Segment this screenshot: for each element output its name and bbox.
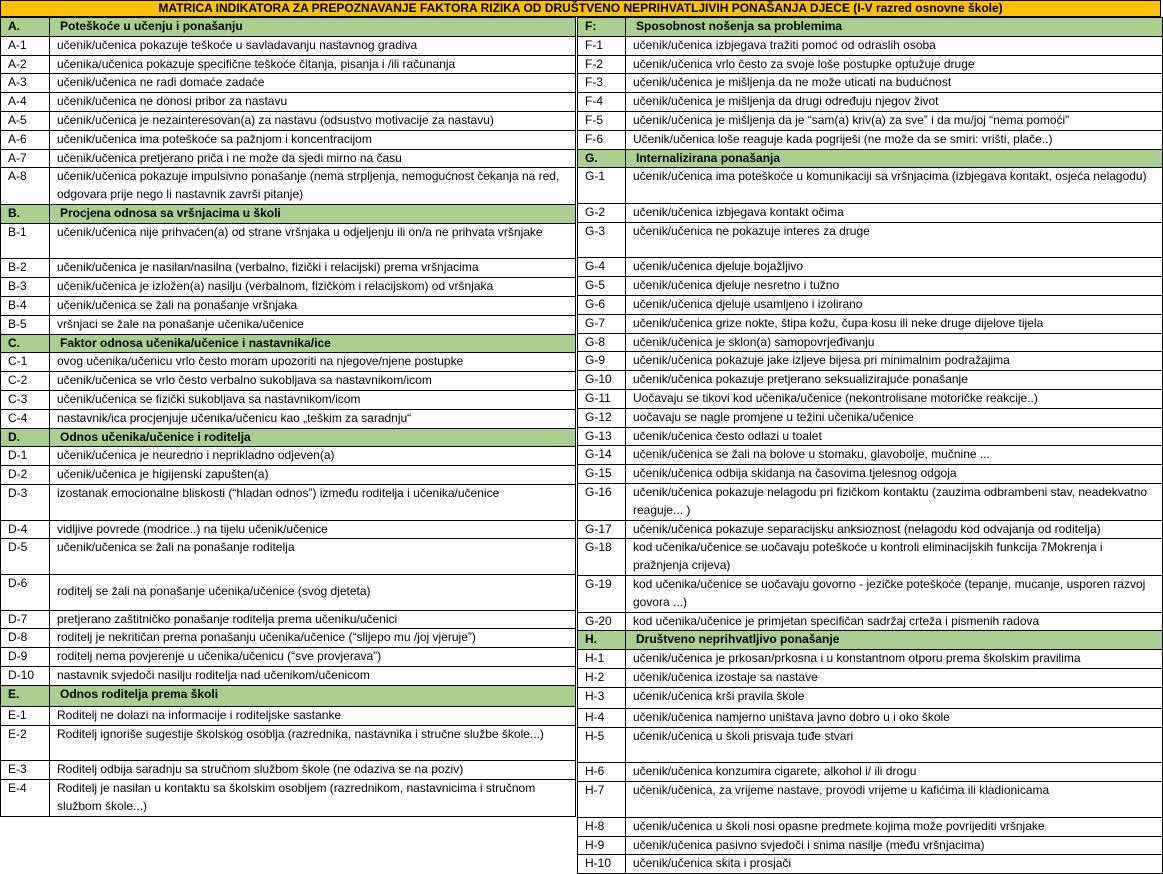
indicator-code: D-4: [1, 520, 50, 539]
indicator-code: G-12: [578, 408, 626, 427]
indicator-row: [578, 111, 1163, 130]
indicator-code: D-8: [1, 629, 50, 648]
indicator-code: F:: [578, 18, 626, 37]
indicator-text: roditelj se žali na ponašanje učenika/učenice (svog djeteta): [50, 574, 576, 610]
indicator-text: učenik/učenica pokazuje impulsivno ponašanje (nema strpljenja, nemogućnost čekanja na red, odgovara prije nego li nastavnik završi pitanje): [50, 168, 576, 205]
indicator-row: [1, 707, 576, 726]
indicator-row: [1, 725, 576, 761]
indicator-text: pretjerano zaštitničko ponašanje roditelja prema učeniku/učenici: [50, 610, 576, 629]
indicator-table-right: [577, 17, 1163, 874]
indicator-row: [578, 333, 1163, 352]
indicator-code: G.: [578, 149, 626, 168]
indicator-row: [1, 149, 576, 168]
indicator-text: kod učenika/učenice se uočavaju poteškoće u kontroli eliminacijskih funkcija 7Mokrenja i pražnjenja crijeva): [626, 539, 1163, 576]
indicator-code: G-1: [578, 168, 626, 204]
indicator-code: H-7: [578, 782, 626, 818]
indicator-text: Učenik/učenica loše reaguje kada pogriješi (ne može da se smiri: vrišti, plače..): [626, 130, 1163, 149]
indicator-text: učenik/učenica izbjegava kontakt očima: [626, 203, 1163, 222]
indicator-code: G-4: [578, 258, 626, 277]
indicator-code: F-3: [578, 74, 626, 93]
indicator-code: A-1: [1, 36, 50, 55]
indicator-text: učenik/učenica krši pravila škole: [626, 687, 1163, 708]
indicator-code: H-6: [578, 763, 626, 782]
indicator-row: [1, 484, 576, 520]
indicator-code: G-14: [578, 446, 626, 465]
indicator-row: [1, 466, 576, 485]
indicator-text: učenik/učenica u školi prisvaja tuđe stvari: [626, 727, 1163, 763]
section-title: Procjena odnosa sa vršnjacima u školi: [50, 204, 576, 223]
indicator-text: učenik/učenica pokazuje jake izljeve bijesa pri minimalnim podražajima: [626, 352, 1163, 371]
section-title: Poteškoće u učenju i ponašanju: [50, 18, 576, 37]
indicator-text: učenik/učenica je higijenski zapušten(a): [50, 466, 576, 485]
indicator-row: [1, 278, 576, 297]
indicator-code: G-3: [578, 222, 626, 258]
indicator-code: H-4: [578, 709, 626, 728]
indicator-code: B-4: [1, 296, 50, 315]
indicator-row: [578, 277, 1163, 296]
section-header-row: [1, 18, 576, 37]
indicator-text: učenik/učenica nije prihvaćen(a) od strane vršnjaka u odjeljenju ili on/a ne prihvata vršnjake: [50, 223, 576, 259]
indicator-text: učenik/učenica ne donosi pribor za nastavu: [50, 93, 576, 112]
indicator-row: [1, 520, 576, 539]
indicator-code: B-2: [1, 259, 50, 278]
indicator-row: [1, 259, 576, 278]
indicator-text: učenik/učenica pokazuje nelagodu pri fizičkom kontaktu (zauzima odbrambeni stav, neadekvatno reaguje... ): [626, 483, 1163, 520]
indicator-text: učenik/učenica se žali na ponašanje vršnjaka: [50, 296, 576, 315]
indicator-row: [1, 372, 576, 391]
section-title: Odnos učenika/učenice i roditelja: [50, 428, 576, 447]
indicator-text: učenik/učenica konzumira cigarete, alkohol i/ ili drogu: [626, 763, 1163, 782]
indicator-row: [578, 93, 1163, 112]
indicator-code: A-6: [1, 130, 50, 149]
indicator-text: učenik/učenica djeluje nesretno i tužno: [626, 277, 1163, 296]
indicator-row: [578, 389, 1163, 408]
indicator-code: D-6: [1, 574, 50, 610]
section-header-row: [1, 204, 576, 223]
indicator-text: kod učenika/učenice je primjetan specifičan sadržaj crteža i pismenih radova: [626, 612, 1163, 631]
indicator-row: [578, 314, 1163, 333]
indicator-row: [578, 222, 1163, 258]
indicator-code: G-19: [578, 575, 626, 612]
indicator-row: [578, 446, 1163, 465]
indicator-row: [1, 574, 576, 610]
indicator-row: [578, 130, 1163, 149]
indicator-row: [578, 352, 1163, 371]
indicator-row: [578, 855, 1163, 874]
indicator-text: učenik/učenica je sklon(a) samopovrjeđivanju: [626, 333, 1163, 352]
indicator-text: Roditelj ignoriše sugestije školskog osoblja (razrednika, nastavnika i stručne službe škole...): [50, 725, 576, 761]
indicator-row: [1, 629, 576, 648]
indicator-code: G-6: [578, 295, 626, 314]
page-title: MATRICA INDIKATORA ZA PREPOZNAVANJE FAKTORA RIZIKA OD DRUŠTVENO NEPRIHVATLJIVIH PONAŠANJA DJECE (I-V razred osnovne škole): [0, 0, 1161, 17]
indicator-code: F-6: [578, 130, 626, 149]
indicator-row: [1, 315, 576, 334]
indicator-text: učenik/učenica djeluje usamljeno i izolirano: [626, 295, 1163, 314]
indicator-text: učenik/učenica pokazuje teškoće u savladavanju nastavnog gradiva: [50, 36, 576, 55]
indicator-text: učenik/učenica ne pokazuje interes za druge: [626, 222, 1163, 258]
indicator-code: B.: [1, 204, 50, 223]
indicator-row: [1, 36, 576, 55]
section-title: Internalizirana ponašanja: [626, 149, 1163, 168]
section-header-row: [578, 18, 1163, 37]
indicator-text: učenik/učenica pokazuje pretjerano seksualizirajuće ponašanje: [626, 371, 1163, 390]
indicator-code: E-4: [1, 780, 50, 817]
indicator-row: [578, 709, 1163, 728]
indicator-row: [1, 353, 576, 372]
indicator-text: učenik/učenica se fizički sukobljava sa nastavnikom/icom: [50, 390, 576, 409]
indicator-text: učenik/učenica vrlo često za svoje loše postupke optužuje druge: [626, 55, 1163, 74]
indicator-code: H-8: [578, 817, 626, 836]
indicator-text: roditelj nema povjerenje u učenika/učenicu (“sve provjerava”): [50, 648, 576, 667]
indicator-row: [578, 371, 1163, 390]
section-header-row: [1, 685, 576, 706]
indicator-text: učenik/učenica je mišljenja da ne može uticati na budućnost: [626, 74, 1163, 93]
indicator-row: [1, 610, 576, 629]
indicator-text: učenik/učenica je mišljenja da je “sam(a) kriv(a) za sve” i da mu/joj “nema pomoći”: [626, 111, 1163, 130]
indicator-text: učenik/učenica namjerno uništava javno dobro u i oko škole: [626, 709, 1163, 728]
indicator-row: [1, 409, 576, 428]
indicator-row: [578, 465, 1163, 484]
indicator-code: H-10: [578, 855, 626, 874]
indicator-code: A-8: [1, 168, 50, 205]
indicator-code: C-4: [1, 409, 50, 428]
indicator-row: [1, 55, 576, 74]
indicator-text: učenik/učenica se vrlo često verbalno sukobljava sa nastavnikom/icom: [50, 372, 576, 391]
indicator-code: C-1: [1, 353, 50, 372]
indicator-code: G-20: [578, 612, 626, 631]
indicator-text: nastavnik/ica procjenjuje učenika/učenicu kao „teškim za saradnju“: [50, 409, 576, 428]
indicator-row: [1, 648, 576, 667]
section-header-row: [1, 334, 576, 353]
indicator-text: Roditelj odbija saradnju sa stručnom službom škole (ne odaziva se na poziv): [50, 761, 576, 780]
indicator-row: [1, 223, 576, 259]
indicator-text: učenik/učenica djeluje bojažljivo: [626, 258, 1163, 277]
indicator-code: F-5: [578, 111, 626, 130]
indicator-text: učenik/učenica izbjegava tražiti pomoć od odraslih osoba: [626, 36, 1163, 55]
indicator-row: [1, 74, 576, 93]
section-header-row: [578, 149, 1163, 168]
indicator-row: [578, 295, 1163, 314]
indicator-text: učenika/učenica pokazuje specifične teškoće čitanja, pisanja i /ili računanja: [50, 55, 576, 74]
indicator-code: A-7: [1, 149, 50, 168]
indicator-code: F-1: [578, 36, 626, 55]
indicator-text: učenik/učenica pokazuje separacijsku anksioznost (nelagodu kod odvajanja od roditelja): [626, 520, 1163, 539]
indicator-code: D-5: [1, 539, 50, 575]
indicator-code: B-5: [1, 315, 50, 334]
indicator-code: D-9: [1, 648, 50, 667]
left-column: [0, 17, 576, 817]
indicator-row: [578, 817, 1163, 836]
indicator-text: učenik/učenica u školi nosi opasne predmete kojima može povrijediti vršnjake: [626, 817, 1163, 836]
section-title: Sposobnost nošenja sa problemima: [626, 18, 1163, 37]
indicator-code: G-2: [578, 203, 626, 222]
indicator-text: učenik/učenica ne radi domaće zadaće: [50, 74, 576, 93]
indicator-text: ovog učenika/učenicu vrlo često moram upozoriti na njegove/njene postupke: [50, 353, 576, 372]
indicator-code: E-1: [1, 707, 50, 726]
indicator-code: D-1: [1, 447, 50, 466]
indicator-code: G-8: [578, 333, 626, 352]
indicator-code: B-1: [1, 223, 50, 259]
indicator-text: vršnjaci se žale na ponašanje učenika/učenice: [50, 315, 576, 334]
indicator-row: [578, 782, 1163, 818]
indicator-text: vidljive povrede (modrice..) na tijelu učenik/učenice: [50, 520, 576, 539]
indicator-text: učenik/učenica često odlazi u toalet: [626, 427, 1163, 446]
indicator-text: učenik/učenica grize nokte, štipa kožu, čupa kosu ili neke druge dijelove tijela: [626, 314, 1163, 333]
indicator-row: [578, 168, 1163, 204]
indicator-text: učenik/učenica odbija skidanja na časovima tjelesnog odgoja: [626, 465, 1163, 484]
indicator-row: [578, 763, 1163, 782]
indicator-text: učenik/učenica je prkosan/prkosna i u konstantnom otporu prema školskim pravilima: [626, 650, 1163, 669]
indicator-code: G-16: [578, 483, 626, 520]
indicator-row: [1, 111, 576, 130]
indicator-text: nastavnik svjedoči nasilju roditelja nad učenikom/učenicom: [50, 666, 576, 685]
indicator-code: D-10: [1, 666, 50, 685]
indicator-row: [578, 575, 1163, 612]
indicator-code: E.: [1, 685, 50, 706]
section-title: Odnos roditelja prema školi: [50, 685, 576, 706]
indicator-text: Roditelj je nasilan u kontaktu sa školskim osobljem (razrednikom, nastavnicima i stručnom službom škole...): [50, 780, 576, 817]
indicator-code: A-5: [1, 111, 50, 130]
section-title: Društveno neprihvatljivo ponašanje: [626, 631, 1163, 650]
indicator-row: [578, 539, 1163, 576]
indicator-text: učenik/učenica skita i prosjači: [626, 855, 1163, 874]
indicator-row: [578, 483, 1163, 520]
indicator-row: [1, 93, 576, 112]
indicator-code: H.: [578, 631, 626, 650]
indicator-text: učenik/učenica je nezainteresovan(a) za nastavu (odsustvo motivacije za nastavu): [50, 111, 576, 130]
indicator-row: [1, 296, 576, 315]
indicator-text: učenik/učenica, za vrijeme nastave, provodi vrijeme u kafićima ili kladionicama: [626, 782, 1163, 818]
indicator-code: A-3: [1, 74, 50, 93]
indicator-text: učenik/učenica ima poteškoće u komunikaciji sa vršnjacima (izbjegava kontakt, osjeća nelagodu): [626, 168, 1163, 204]
indicator-row: [578, 650, 1163, 669]
indicator-text: učenik/učenica je neuredno i neprikladno odjeven(a): [50, 447, 576, 466]
indicator-text: učenik/učenica pretjerano priča i ne može da sjedi mirno na času: [50, 149, 576, 168]
indicator-code: H-5: [578, 727, 626, 763]
indicator-row: [1, 447, 576, 466]
indicator-text: roditelj je nekritičan prema ponašanju učenika/učenice (“slijepo mu /joj vjeruje”): [50, 629, 576, 648]
indicator-row: [1, 666, 576, 685]
indicator-code: G-15: [578, 465, 626, 484]
indicator-code: F-2: [578, 55, 626, 74]
indicator-code: D-2: [1, 466, 50, 485]
indicator-text: učenik/učenica je izložen(a) nasilju (verbalnom, fizičkom i relacijskom) od vršnjaka: [50, 278, 576, 297]
indicator-row: [578, 727, 1163, 763]
indicator-row: [578, 55, 1163, 74]
indicator-row: [578, 668, 1163, 687]
indicator-code: G-7: [578, 314, 626, 333]
indicator-code: G-9: [578, 352, 626, 371]
indicator-row: [578, 258, 1163, 277]
indicator-row: [578, 612, 1163, 631]
section-header-row: [1, 428, 576, 447]
indicator-code: D-3: [1, 484, 50, 520]
indicator-code: G-18: [578, 539, 626, 576]
indicator-code: G-17: [578, 520, 626, 539]
indicator-table-left: [0, 17, 576, 817]
section-header-row: [578, 631, 1163, 650]
indicator-row: [578, 36, 1163, 55]
indicator-code: G-11: [578, 389, 626, 408]
indicator-text: Uočavaju se tikovi kod učenika/učenice (nekontrolisane motoričke reakcije..): [626, 389, 1163, 408]
indicator-text: učenik/učenica ima poteškoće sa pažnjom i koncentracijom: [50, 130, 576, 149]
indicator-text: učenik/učenica pasivno svjedoči i snima nasilje (među vršnjacima): [626, 836, 1163, 855]
indicator-code: C.: [1, 334, 50, 353]
indicator-code: E-2: [1, 725, 50, 761]
indicator-code: A-2: [1, 55, 50, 74]
indicator-code: G-5: [578, 277, 626, 296]
indicator-code: H-9: [578, 836, 626, 855]
indicator-code: D.: [1, 428, 50, 447]
indicator-text: učenik/učenica izostaje sa nastave: [626, 668, 1163, 687]
indicator-row: [1, 130, 576, 149]
section-title: Faktor odnosa učenika/učenice i nastavnika/ice: [50, 334, 576, 353]
indicator-code: A.: [1, 18, 50, 37]
indicator-row: [1, 539, 576, 575]
indicator-code: C-3: [1, 390, 50, 409]
indicator-code: B-3: [1, 278, 50, 297]
indicator-row: [1, 390, 576, 409]
indicator-text: kod učenika/učenice se uočavaju govorno - jezičke poteškoće (tepanje, mucanje, usporen razvoj govora ...): [626, 575, 1163, 612]
indicator-code: A-4: [1, 93, 50, 112]
indicator-code: E-3: [1, 761, 50, 780]
indicator-code: D-7: [1, 610, 50, 629]
indicator-text: izostanak emocionalne bliskosti (“hladan odnos”) između roditelja i učenika/učenice: [50, 484, 576, 520]
indicator-text: uočavaju se nagle promjene u težini učenika/učenice: [626, 408, 1163, 427]
indicator-row: [1, 761, 576, 780]
indicator-code: C-2: [1, 372, 50, 391]
right-column: [577, 17, 1163, 874]
indicator-row: [578, 520, 1163, 539]
indicator-row: [578, 74, 1163, 93]
indicator-text: učenik/učenica se žali na ponašanje roditelja: [50, 539, 576, 575]
indicator-row: [1, 780, 576, 817]
indicator-row: [578, 203, 1163, 222]
indicator-code: H-3: [578, 687, 626, 708]
indicator-code: H-1: [578, 650, 626, 669]
indicator-row: [1, 168, 576, 205]
indicator-row: [578, 408, 1163, 427]
indicator-code: F-4: [578, 93, 626, 112]
indicator-text: učenik/učenica je mišljenja da drugi određuju njegov život: [626, 93, 1163, 112]
indicator-code: H-2: [578, 668, 626, 687]
indicator-row: [578, 687, 1163, 708]
indicator-code: G-13: [578, 427, 626, 446]
indicator-code: G-10: [578, 371, 626, 390]
indicator-text: učenik/učenica je nasilan/nasilna (verbalno, fizički i relacijski) prema vršnjacima: [50, 259, 576, 278]
indicator-text: Roditelj ne dolazi na informacije i roditeljske sastanke: [50, 707, 576, 726]
indicator-text: učenik/učenica se žali na bolove u stomaku, glavobolje, mučnine ...: [626, 446, 1163, 465]
indicator-row: [578, 427, 1163, 446]
